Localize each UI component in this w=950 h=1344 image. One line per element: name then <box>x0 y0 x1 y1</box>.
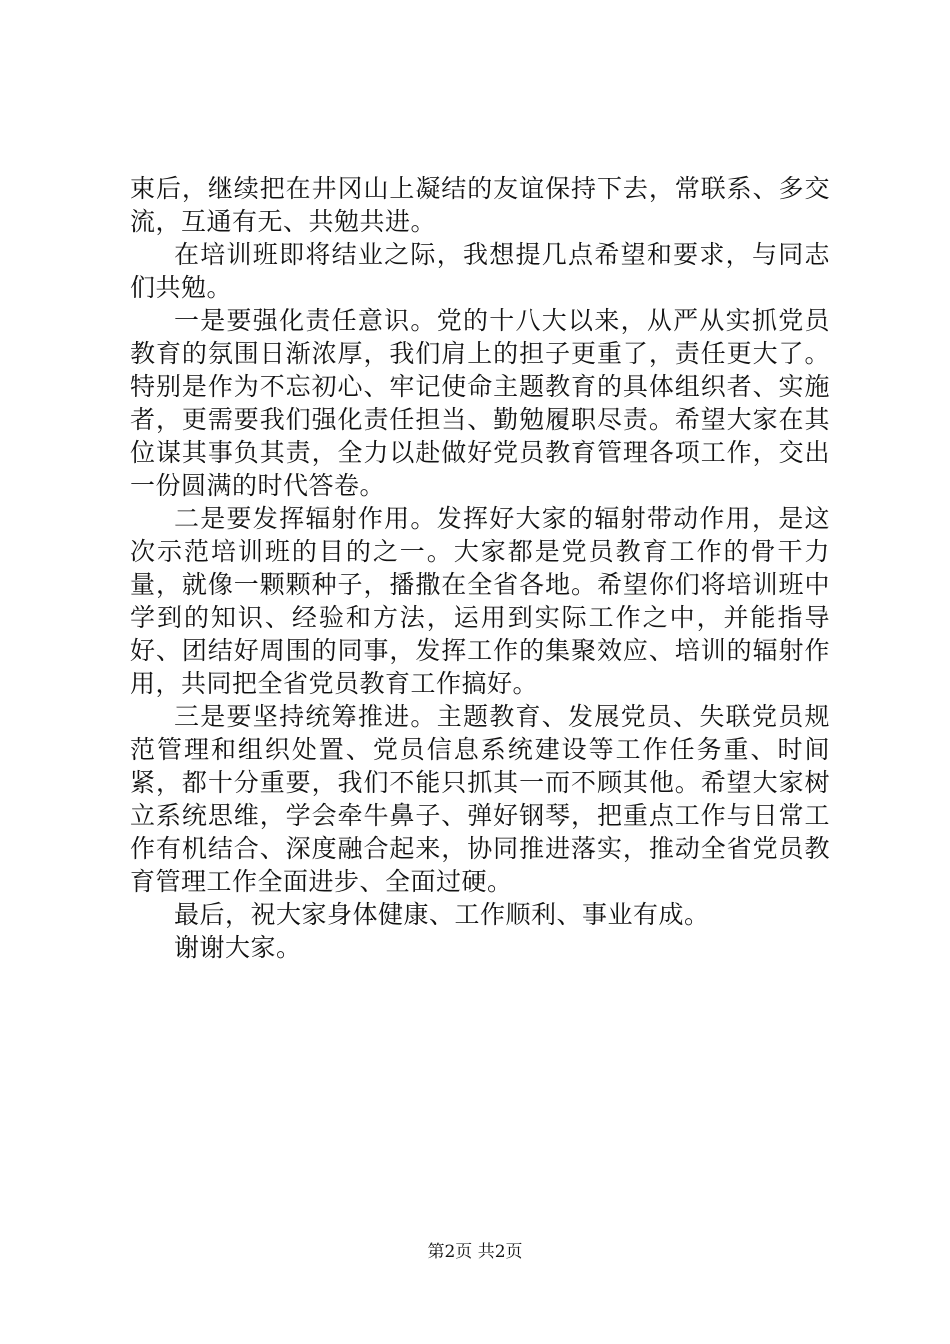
paragraph-point-one: 一是要强化责任意识。党的十八大以来，从严从实抓党员教育的氛围日渐浓厚，我们肩上的担子更重了，责任更大了。特别是作为不忘初心、牢记使命主题教育的具体组织者、实施者，更需要我们强化责任担当、勤勉履职尽责。希望大家在其位谋其事负其责，全力以赴做好党员教育管理各项工作，交出一份圆满的时代答卷。 <box>130 306 830 500</box>
paragraph-intro: 在培训班即将结业之际，我想提几点希望和要求，与同志们共勉。 <box>130 240 830 302</box>
paragraph-point-three: 三是要坚持统筹推进。主题教育、发展党员、失联党员规范管理和组织处置、党员信息系统建设等工作任务重、时间紧，都十分重要，我们不能只抓其一而不顾其他。希望大家树立系统思维，学会牵牛鼻子、弹好钢琴，把重点工作与日常工作有机结合、深度融合起来，协同推进落实，推动全省党员教育管理工作全面进步、全面过硬。 <box>130 702 830 896</box>
paragraph-closing-wishes: 最后，祝大家身体健康、工作顺利、事业有成。 <box>174 900 710 929</box>
paragraph-point-two: 二是要发挥辐射作用。发挥好大家的辐射带动作用，是这次示范培训班的目的之一。大家都是党员教育工作的骨干力量，就像一颗颗种子，播撒在全省各地。希望你们将培训班中学到的知识、经验和方法，运用到实际工作之中，并能指导好、团结好周围的同事，发挥工作的集聚效应、培训的辐射作用，共同把全省党员教育工作搞好。 <box>130 504 830 698</box>
document-body <box>130 172 830 964</box>
page-number-footer: 第2页 共2页 <box>427 1242 523 1262</box>
paragraph-thanks: 谢谢大家。 <box>174 933 302 962</box>
paragraph-continuation: 束后，继续把在井冈山上凝结的友谊保持下去，常联系、多交流，互通有无、共勉共进。 <box>130 174 830 236</box>
